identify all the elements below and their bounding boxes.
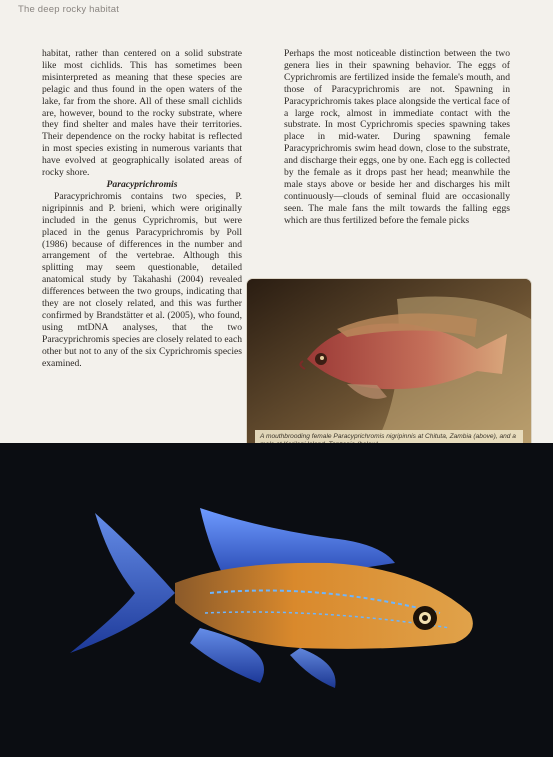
left-paragraph-1: habitat, rather than centered on a solid substrate like most cichlids. This has sometimes been misinterpreted as meaning that these species are pelagic and thus found in the open waters of the lake, far from the shore. All of these small cichlids are, however, bound to the rocky substrate, where they find shelter and males have their territories. Their dependence on the rocky habitat is reflected in most species existing in numerous variants that have evolved at geographically isolated areas of rocky shore. <box>42 48 242 179</box>
female-fish-photo <box>247 279 531 458</box>
right-column <box>284 48 510 280</box>
photo-caption: A mouthbrooding female Paracyprichromis nigripinnis at Chituta, Zambia (above), and a <box>255 430 523 452</box>
right-paragraph: Perhaps the most noticeable distinction between the two genera lies in their spawning behavior. The eggs of Cyprichromis are fertilized inside the female's mouth, and those of Paracyprichromis are not. Spawning in Paracyprichromis takes place alongside the vertical face of a large rock, almost in immediate contact with the substrate. In most Cyprichromis species spawning takes place in mid-water. During spawning female Paracyprichromis swim head down, close to the substrate, and discharge their eggs, one by one. Each egg is collected by the female as it drops past her head; meanwhile the male stays above or beside her and discharges his milt continuously—clouds of seminal fluid are occasionally seen. The male fans the milt towards the falling eggs which are thus fertilized before the female picks <box>284 48 510 226</box>
running-header: The deep rocky habitat <box>18 4 120 15</box>
male-fish-photo <box>0 443 553 757</box>
section-heading: Paracyprichromis <box>106 178 178 190</box>
left-paragraph-2: Paracyprichromis contains two species, P. nigripinnis and P. brieni, which were originally included in the genus Cyprichromis, but were placed in the genus Paracyprichromis by Poll (1986) because of differences in the number and arrangement of the vertebrae. Although this splitting may seem questionable, detailed anatomical study by Takahashi (2004) revealed differences between the two groups, indicating that they are not closely related, and this was further confirmed by Brandstätter et al. (2005), who found, using mtDNA analyses, that the two Paracyprichromis species are closely related to each other but not to any of the six Cyprichromis species examined. <box>42 190 242 369</box>
left-column-upper <box>42 48 242 369</box>
male-fish-illustration <box>0 443 553 757</box>
